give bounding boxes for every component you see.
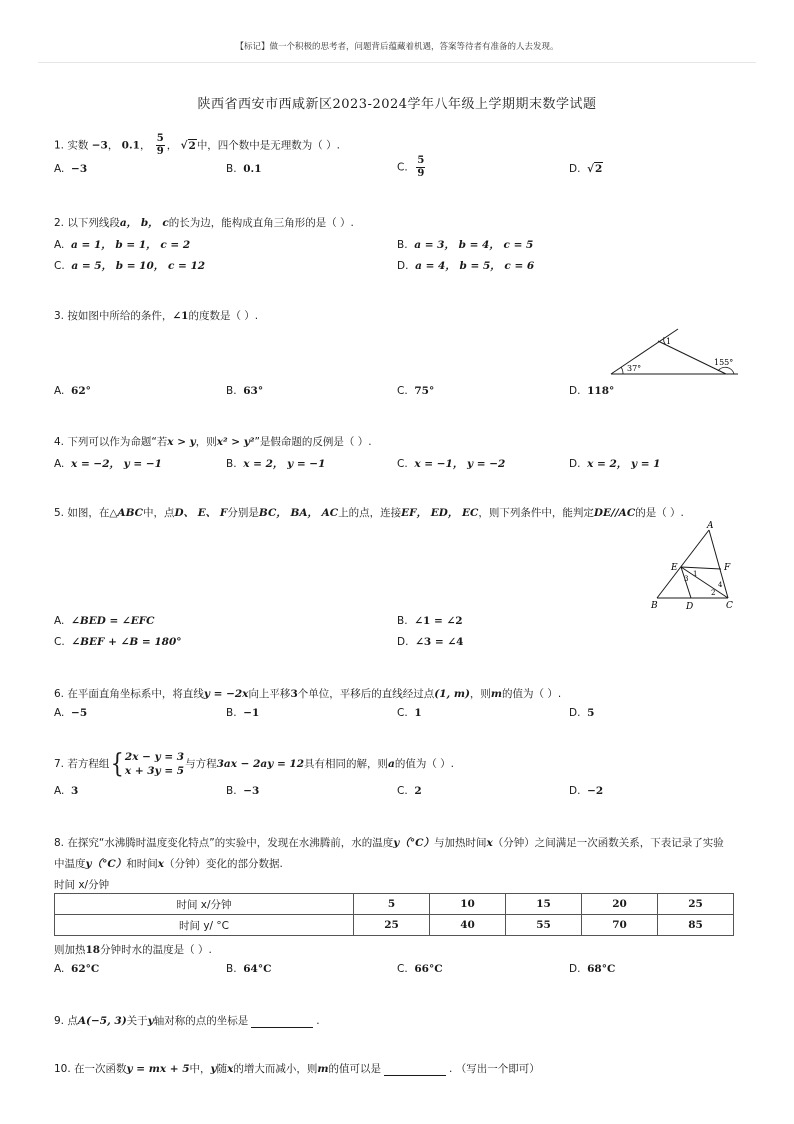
q5-label-c: C <box>726 601 733 611</box>
q5-label-d: D <box>686 602 694 612</box>
q8-data-table <box>54 893 734 936</box>
q8-l1-x: x <box>486 837 493 849</box>
q8-row-time <box>55 894 734 915</box>
q8-l2-b: 和时间 <box>126 858 158 870</box>
q8-l1-a: 8. 在探究“水沸腾时温度变化特点”的实验中，发现在水沸腾前，水的温度 <box>54 837 394 849</box>
q8-row-temp-cell: 85 <box>658 915 734 936</box>
q1-frac-den: 9 <box>156 146 164 157</box>
q10-m: m <box>317 1063 329 1075</box>
q8-row-temp-head: 时间 y/ °C <box>55 915 354 936</box>
q8-l1-b: 与加热时间 <box>433 837 487 849</box>
q7-opt-b-letter: B. <box>226 785 237 797</box>
q3-label-155: 155° <box>714 358 734 367</box>
q5-side-ab <box>657 530 709 598</box>
q5-opt-c-value: ∠BEF + ∠B = 180° <box>71 636 182 648</box>
q2-opt-d-value: a = 4， b = 5， c = 6 <box>415 260 535 272</box>
q3-option-c[interactable] <box>397 385 434 397</box>
q5-opt-d-letter: D. <box>397 636 409 648</box>
q5-opt-a-letter: A. <box>54 615 65 627</box>
q7-eq1: 2x − y = 3 <box>124 751 185 763</box>
q6-opt-b-letter: B. <box>226 707 237 719</box>
q8-row-temp-cell: 40 <box>430 915 506 936</box>
q9-axis: y <box>147 1015 154 1027</box>
q10-function: y = mx + 5 <box>126 1063 190 1075</box>
q6-text-b: 向上平移 <box>248 688 291 700</box>
q8-opt-d-letter: D. <box>569 963 581 975</box>
q1-opt-b-value: 0.1 <box>243 163 262 175</box>
q8-row-time-cell: 25 <box>658 894 734 915</box>
q5-opt-a-value: ∠BED = ∠EFC <box>71 615 155 627</box>
q8-opt-a-letter: A. <box>54 963 65 975</box>
page-title: 陕西省西安市西咸新区2023-2024学年八年级上学期期末数学试题 <box>197 97 597 112</box>
q4-conclusion: x² > y² <box>216 436 255 448</box>
q4-opt-b-value: x = 2， y = −1 <box>243 458 326 470</box>
q5-label-e: E <box>671 563 678 573</box>
q7-system <box>125 750 184 778</box>
q2-opt-d-letter: D. <box>397 260 409 272</box>
q2-opt-b-letter: B. <box>397 239 408 251</box>
q7-opt-a-value: 3 <box>71 785 79 797</box>
q6-opt-d-letter: D. <box>569 707 581 719</box>
q5-text-d: 上的点，连接 <box>338 507 402 519</box>
q3-angle: ∠1 <box>172 310 189 322</box>
question-8-question <box>54 942 212 957</box>
q3-stem-text: 3. 按如图中所给的条件， <box>54 310 173 322</box>
q8-opt-c-letter: C. <box>397 963 408 975</box>
q3-opt-a-letter: A. <box>54 385 65 397</box>
q3-option-a[interactable] <box>54 385 91 397</box>
q1-opt-d-sqrt-symbol: √ <box>587 163 595 175</box>
q9-text-c: 轴对称的点的坐标是 <box>153 1015 249 1027</box>
q7-opt-c-letter: C. <box>397 785 408 797</box>
question-2-stem <box>54 215 354 230</box>
q2-option-a[interactable] <box>54 237 190 252</box>
q8-row-time-cell: 20 <box>582 894 658 915</box>
q1-sqrt <box>181 139 197 152</box>
q2-opt-a-value: a = 1， b = 1， c = 2 <box>71 239 191 251</box>
q8-option-b[interactable] <box>226 963 271 975</box>
q2-opt-c-letter: C. <box>54 260 65 272</box>
q8-opt-b-letter: B. <box>226 963 237 975</box>
q1-opt-c-num: 5 <box>417 155 425 166</box>
q5-parallel: DE//AC <box>593 507 636 519</box>
q1-opt-c-letter: C. <box>397 161 408 174</box>
q8-row-temp-cell: 70 <box>582 915 658 936</box>
q7-opt-d-value: −2 <box>587 785 604 797</box>
q1-opt-d-sqrt-val: 2 <box>595 163 603 175</box>
q5-option-d[interactable] <box>397 636 463 648</box>
q1-sqrt-val: 2 <box>188 139 196 152</box>
q1-opt-d-letter: D. <box>569 163 581 175</box>
q2-opt-a-letter: A. <box>54 239 65 251</box>
q7-option-d[interactable] <box>569 785 603 797</box>
q8-l1-y: y（°C） <box>393 837 434 849</box>
q8-row-temp <box>55 915 734 936</box>
q7-opt-b-value: −3 <box>243 785 260 797</box>
q6-var: m <box>490 688 503 700</box>
q3-arc-37 <box>621 367 623 374</box>
q6-point: (1, m) <box>434 688 470 700</box>
q7-text-b: 与方程 <box>185 758 217 771</box>
q8-after-b: 分钟时水的温度是（ ）. <box>100 944 212 956</box>
q3-opt-d-letter: D. <box>569 385 581 397</box>
q3-opt-c-letter: C. <box>397 385 408 397</box>
q10-end: . （写出一个即可） <box>449 1063 540 1075</box>
q4-opt-d-letter: D. <box>569 458 581 470</box>
q2-stem-text: 2. 以下列线段 <box>54 217 120 229</box>
q5-label-b: B <box>651 601 658 611</box>
q2-vars: a， b， c <box>119 217 169 229</box>
q1-opt-c-den: 9 <box>417 168 425 179</box>
q6-opt-a-value: −5 <box>71 707 88 719</box>
question-8-line-2 <box>54 856 283 871</box>
q8-l1-c: （分钟）之间满足一次函数关系，下表记录了实验 <box>492 837 724 849</box>
q9-point: A(−5, 3) <box>77 1015 127 1027</box>
q8-option-a[interactable] <box>54 963 99 975</box>
q1-opt-d-sqrt <box>587 162 603 175</box>
q2-opt-c-value: a = 5， b = 10， c = 12 <box>71 260 206 272</box>
q7-opt-a-letter: A. <box>54 785 65 797</box>
q5-opt-d-value: ∠3 = ∠4 <box>415 636 464 648</box>
q2-opt-b-value: a = 3， b = 4， c = 5 <box>414 239 534 251</box>
q2-option-b[interactable] <box>397 237 533 252</box>
q5-option-b[interactable] <box>397 615 463 627</box>
question-4-stem <box>54 434 372 449</box>
q10-x: x <box>227 1063 234 1075</box>
q8-after-num: 18 <box>85 944 101 956</box>
q6-option-d[interactable] <box>569 707 594 719</box>
q10-text-a: 10. 在一次函数 <box>54 1063 127 1075</box>
q8-table-caption: 时间 x/分钟 <box>54 879 110 891</box>
q5-angle-4: 4 <box>718 581 723 589</box>
q7-opt-d-letter: D. <box>569 785 581 797</box>
q5-segments: BC， BA， AC <box>258 507 339 519</box>
q1-option-a[interactable] <box>54 163 87 175</box>
q8-opt-d-value: 68°C <box>587 963 616 975</box>
q7-text-a: 7. 若方程组 <box>54 758 110 771</box>
q6-line: y = −2x <box>203 688 249 700</box>
q6-option-c[interactable] <box>397 707 422 719</box>
q4-option-b[interactable] <box>226 456 325 471</box>
q7-text-c: 具有相同的解，则 <box>304 758 389 771</box>
q7-option-b[interactable] <box>226 785 259 797</box>
q5-text-f: 的是（ ）. <box>635 507 684 519</box>
q8-l2-x: x <box>157 858 164 870</box>
q2-option-c[interactable] <box>54 258 205 273</box>
q1-opt-a-letter: A. <box>54 163 65 175</box>
q6-text-e: 的值为（ ）. <box>502 688 562 700</box>
q1-opt-c-fraction <box>416 156 425 179</box>
q5-angle-2: 2 <box>711 589 716 597</box>
q4-opt-b-letter: B. <box>226 458 237 470</box>
q6-text-d: ，则 <box>469 688 491 700</box>
q1-option-d[interactable] <box>569 163 603 175</box>
q1-opt-b-letter: B. <box>226 163 237 175</box>
question-10-stem <box>54 1061 540 1076</box>
q5-opt-b-letter: B. <box>397 615 408 627</box>
q2-option-d[interactable] <box>397 258 534 273</box>
q5-links: EF， ED， EC <box>401 507 479 519</box>
q3-figure <box>606 325 742 380</box>
q2-tail: 的长为边，能构成直角三角形的是（ ）. <box>168 217 354 229</box>
q1-option-c[interactable] <box>397 156 427 179</box>
q3-option-d[interactable] <box>569 385 614 397</box>
q1-frac-num: 5 <box>156 133 164 144</box>
q7-eq3: 3ax − 2ay = 12 <box>216 758 305 771</box>
q10-y: y <box>210 1063 217 1075</box>
q9-answer-blank[interactable] <box>251 1027 313 1028</box>
q5-label-f: F <box>724 563 731 573</box>
q5-points: D、 E、 F <box>174 507 228 519</box>
q10-text-e: 的值可以是 <box>328 1063 382 1075</box>
q4-opt-d-value: x = 2， y = 1 <box>587 458 661 470</box>
q10-answer-blank[interactable] <box>384 1075 446 1076</box>
q8-option-d[interactable] <box>569 963 615 975</box>
q4-option-c[interactable] <box>397 456 505 471</box>
q8-row-temp-cell: 55 <box>506 915 582 936</box>
q5-text-e: ，则下列条件中，能判定 <box>478 507 594 519</box>
q7-eq2: x + 3y = 5 <box>124 765 185 778</box>
q1-sqrt-symbol: √ <box>180 139 188 152</box>
q8-row-time-cell: 15 <box>506 894 582 915</box>
q8-row-temp-cell: 25 <box>354 915 430 936</box>
q5-figure <box>648 520 740 612</box>
q7-opt-c-value: 2 <box>414 785 422 797</box>
q5-segment-ef <box>681 567 721 569</box>
q3-option-b[interactable] <box>226 385 263 397</box>
q7-option-c[interactable] <box>397 785 422 797</box>
header-note: 【标记】做一个积极的思考者，问题背后蕴藏着机遇，答案等待者有准备的人去发现。 <box>235 42 559 52</box>
q3-opt-d-value: 118° <box>587 385 615 397</box>
q6-opt-a-letter: A. <box>54 707 65 719</box>
question-7-stem <box>54 750 454 778</box>
question-5-stem <box>54 505 684 520</box>
question-6-stem <box>54 686 561 701</box>
q4-mid: ，则 <box>195 436 217 448</box>
q5-opt-c-letter: C. <box>54 636 65 648</box>
q5-angle-1: 1 <box>693 570 698 578</box>
q3-opt-a-value: 62° <box>71 385 91 397</box>
q5-label-a: A <box>707 521 714 531</box>
q1-opt-a-value: −3 <box>71 163 88 175</box>
q6-option-a[interactable] <box>54 707 87 719</box>
q6-opt-d-value: 5 <box>587 707 595 719</box>
q10-text-d: 的增大而减小，则 <box>233 1063 318 1075</box>
q6-opt-c-value: 1 <box>414 707 422 719</box>
q4-option-d[interactable] <box>569 456 660 471</box>
q8-row-time-cell: 10 <box>430 894 506 915</box>
q4-option-a[interactable] <box>54 456 162 471</box>
q8-l2-y: y（°C） <box>85 858 127 870</box>
q9-text-a: 9. 点 <box>54 1015 78 1027</box>
q9-end: . <box>316 1015 320 1027</box>
q6-opt-b-value: −1 <box>243 707 260 719</box>
q8-row-time-head: 时间 x/分钟 <box>55 894 354 915</box>
question-1-stem: 1. 实数 −3， 0.1， $\frac{5}{9}$ ， √2中，四个数中是无理数为（ ）. <box>54 133 340 157</box>
q3-label-1: 1 <box>666 337 672 346</box>
q1-tail: 中，四个数中是无理数为（ ）. <box>196 139 340 152</box>
q5-angle-3: 3 <box>684 575 689 583</box>
q4-tail: ”是假命题的反例是（ ）. <box>254 436 372 448</box>
q6-text-c: 个单位，平移后的直线经过点 <box>297 688 435 700</box>
q3-opt-b-value: 63° <box>243 385 264 397</box>
q3-opt-c-value: 75° <box>414 385 435 397</box>
question-9-stem <box>54 1013 320 1028</box>
q6-opt-c-letter: C. <box>397 707 408 719</box>
header-divider <box>38 62 756 63</box>
q3-arc-155 <box>718 367 734 374</box>
q6-text-a: 6. 在平面直角坐标系中，将直线 <box>54 688 204 700</box>
q8-opt-c-value: 66°C <box>414 963 443 975</box>
q4-opt-a-value: x = −2， y = −1 <box>71 458 162 470</box>
q1-num-1: −3 <box>91 139 108 152</box>
q9-text-b: 关于 <box>126 1015 148 1027</box>
q8-l2-c: （分钟）变化的部分数据. <box>163 858 283 870</box>
question-8-line-1 <box>54 835 724 850</box>
q7-text-d: 的值为（ ）. <box>394 758 455 771</box>
q8-row-time-cell: 5 <box>354 894 430 915</box>
q7-option-a[interactable] <box>54 785 78 797</box>
q4-stem-text: 4. 下列可以作为命题“若 <box>54 436 168 448</box>
q7-brace: { <box>111 749 125 780</box>
q5-option-c[interactable] <box>54 636 182 648</box>
q4-opt-a-letter: A. <box>54 458 65 470</box>
q3-tail: 的度数是（ ）. <box>188 310 259 322</box>
q1-option-b[interactable] <box>226 163 262 175</box>
q1-lead: 1. 实数 <box>54 139 89 152</box>
q8-option-c[interactable] <box>397 963 443 975</box>
q3-opt-b-letter: B. <box>226 385 237 397</box>
q6-option-b[interactable] <box>226 707 259 719</box>
q1-fraction <box>156 134 165 157</box>
q8-opt-b-value: 64°C <box>243 963 272 975</box>
q5-option-a[interactable] <box>54 615 155 627</box>
q8-l2-a: 中温度 <box>54 858 86 870</box>
q10-text-c: 随 <box>216 1063 228 1075</box>
q3-label-37: 37° <box>627 364 642 373</box>
question-3-stem <box>54 308 258 323</box>
q4-condition: x > y <box>167 436 196 448</box>
q8-opt-a-value: 62°C <box>71 963 100 975</box>
q4-opt-c-letter: C. <box>397 458 408 470</box>
q1-num-2: 0.1 <box>121 139 140 152</box>
q5-text-a: 5. 如图，在 <box>54 507 110 519</box>
q5-triangle: △ABC <box>109 507 144 519</box>
q5-opt-b-value: ∠1 = ∠2 <box>414 615 463 627</box>
q5-text-b: 中，点 <box>143 507 175 519</box>
q6-shift: 3 <box>290 688 298 700</box>
q7-var: a <box>388 758 395 771</box>
q5-text-c: 分别是 <box>227 507 259 519</box>
q10-text-b: 中， <box>189 1063 211 1075</box>
q4-opt-c-value: x = −1， y = −2 <box>414 458 506 470</box>
q8-after-a: 则加热 <box>54 944 86 956</box>
